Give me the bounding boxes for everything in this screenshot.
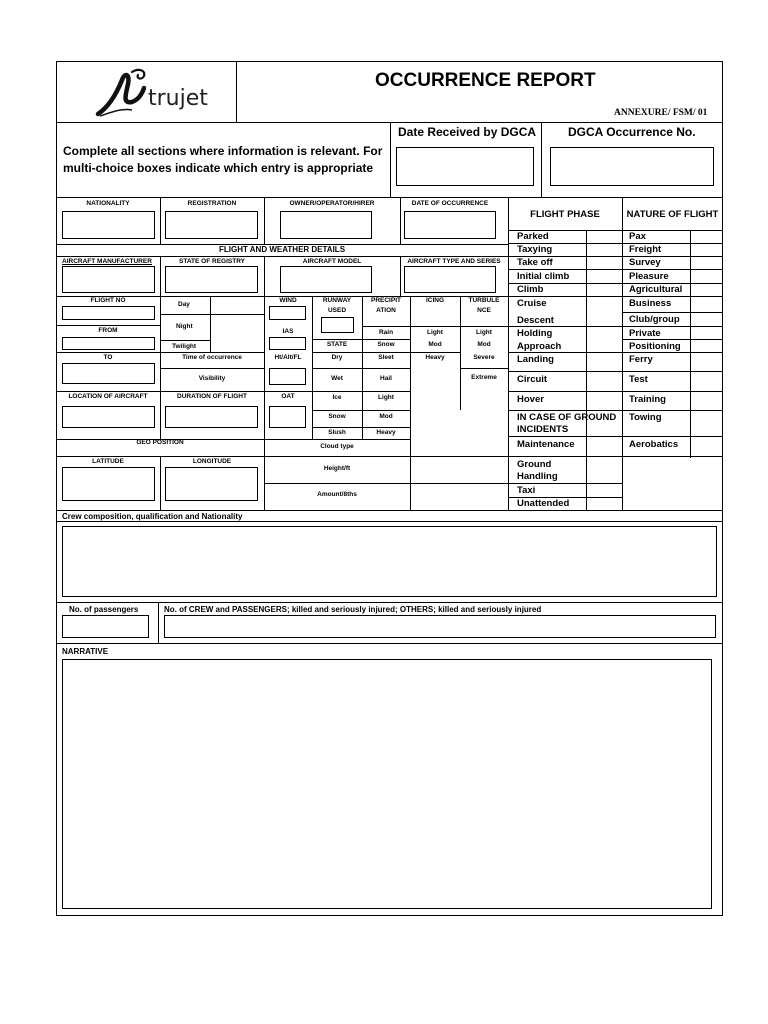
phase-ground[interactable]: Ground — [517, 459, 552, 470]
phase-hover[interactable]: Hover — [517, 394, 544, 405]
nature-freight[interactable]: Freight — [629, 244, 662, 255]
page-title: OCCURRENCE REPORT — [375, 70, 596, 91]
phase-holding[interactable]: Holding — [517, 328, 553, 339]
phase-unattended[interactable]: Unattended — [517, 498, 570, 509]
date-received-label: Date Received by DGCA — [398, 125, 537, 139]
ias-label: IAS — [282, 328, 294, 335]
wind-label: WIND — [279, 297, 297, 304]
from-field[interactable] — [62, 337, 155, 350]
nature-agricultural[interactable]: Agricultural — [629, 284, 683, 295]
wind-field[interactable] — [269, 306, 306, 320]
nature-pax[interactable]: Pax — [629, 231, 646, 242]
aircraft-type-field[interactable] — [404, 266, 496, 293]
aircraft-manufacturer-field[interactable] — [62, 266, 155, 293]
brand-name: trujet — [148, 86, 208, 111]
runway-label-1: RUNWAY — [322, 297, 352, 304]
nature-club-group[interactable]: Club/group — [629, 314, 680, 325]
registration-label: REGISTRATION — [187, 200, 237, 207]
turbulence-extreme[interactable]: Extreme — [471, 374, 497, 381]
location-of-aircraft-label: LOCATION OF AIRCRAFT — [68, 393, 148, 400]
runway-slush[interactable]: Slush — [328, 429, 346, 436]
precip-mod[interactable]: Mod — [379, 413, 393, 420]
state-of-registry-field[interactable] — [165, 266, 258, 293]
precip-hail[interactable]: Hail — [380, 375, 392, 382]
visibility-label: Visibility — [198, 375, 226, 382]
aircraft-manufacturer-label: AIRCRAFT MANUFACTURER — [62, 258, 152, 265]
turbulence-severe[interactable]: Severe — [473, 354, 495, 361]
day-label[interactable]: Day — [178, 301, 190, 308]
precip-light[interactable]: Light — [378, 394, 394, 401]
annexure-label: ANNEXURE/ FSM/ 01 — [614, 108, 708, 118]
phase-taxying[interactable]: Taxying — [517, 244, 553, 255]
phase-cruise[interactable]: Cruise — [517, 298, 547, 309]
icing-mod[interactable]: Mod — [428, 341, 442, 348]
aircraft-model-field[interactable] — [280, 266, 372, 293]
date-received-field[interactable] — [396, 147, 534, 186]
longitude-field[interactable] — [165, 467, 258, 501]
occurrence-no-field[interactable] — [550, 147, 714, 186]
owner-field[interactable] — [280, 211, 372, 239]
nature-training[interactable]: Training — [629, 394, 666, 405]
location-of-aircraft-field[interactable] — [62, 406, 155, 428]
oat-label: OAT — [281, 393, 295, 400]
night-label[interactable]: Night — [176, 323, 193, 330]
phase-take-off[interactable]: Take off — [517, 257, 553, 268]
flight-no-field[interactable] — [62, 306, 155, 320]
flight-phase-header: FLIGHT PHASE — [530, 209, 600, 220]
latitude-field[interactable] — [62, 467, 155, 501]
phase-descent[interactable]: Descent — [517, 315, 554, 326]
geo-position-label: GEO POSITION — [136, 439, 184, 446]
precip-heavy[interactable]: Heavy — [376, 429, 396, 436]
turbulence-mod[interactable]: Mod — [477, 341, 491, 348]
phase-taxi[interactable]: Taxi — [517, 485, 536, 496]
icing-light[interactable]: Light — [427, 329, 443, 336]
precipitation-label-2: ATION — [376, 307, 396, 314]
from-label: FROM — [98, 327, 118, 334]
turbulence-label-2: NCE — [477, 307, 491, 314]
registration-field[interactable] — [165, 211, 258, 239]
runway-ice[interactable]: Ice — [332, 394, 342, 401]
runway-used-field[interactable] — [321, 317, 354, 333]
phase-handling[interactable]: Handling — [517, 471, 558, 482]
nationality-label: NATIONALITY — [86, 200, 130, 207]
longitude-label: LONGITUDE — [192, 458, 232, 465]
no-of-passengers-field[interactable] — [62, 615, 149, 638]
phase-initial-climb[interactable]: Initial climb — [517, 271, 570, 282]
twilight-label[interactable]: Twilight — [172, 343, 197, 350]
runway-dry[interactable]: Dry — [331, 354, 343, 361]
runway-snow[interactable]: Snow — [328, 413, 346, 420]
time-of-occurrence-label: Time of occurrence — [182, 354, 242, 361]
nature-business[interactable]: Business — [629, 298, 672, 309]
icing-label: ICING — [425, 297, 445, 304]
ht-alt-fl-label: Ht/Alt/FL — [274, 354, 302, 361]
nature-pleasure[interactable]: Pleasure — [629, 271, 669, 282]
precip-sleet[interactable]: Sleet — [378, 354, 394, 361]
height-label: Height/ft — [323, 465, 351, 472]
nature-aerobatics[interactable]: Aerobatics — [629, 439, 679, 450]
nature-survey[interactable]: Survey — [629, 257, 661, 268]
duration-of-flight-label: DURATION OF FLIGHT — [177, 393, 247, 400]
icing-heavy[interactable]: Heavy — [425, 354, 445, 361]
to-label: TO — [103, 354, 113, 361]
flight-weather-title: FLIGHT AND WEATHER DETAILS — [218, 245, 346, 254]
instructions-line-1: Complete all sections where information is relevant. For — [63, 144, 383, 158]
date-of-occurrence-field[interactable] — [404, 211, 496, 239]
ht-alt-fl-field[interactable] — [269, 368, 306, 385]
crew-composition-field[interactable] — [62, 526, 717, 597]
nature-towing[interactable]: Towing — [629, 412, 662, 423]
ground-incidents-label-2: INCIDENTS — [517, 424, 569, 435]
crew-composition-label: Crew composition, qualification and Nationality — [62, 512, 243, 521]
precipitation-label-1: PRECIPIT — [371, 297, 401, 304]
occurrence-no-label: DGCA Occurrence No. — [568, 125, 696, 139]
nature-private[interactable]: Private — [629, 328, 661, 339]
instructions-line-2: multi-choice boxes indicate which entry is appropriate — [63, 161, 374, 175]
runway-wet[interactable]: Wet — [331, 375, 343, 382]
nature-positioning[interactable]: Positioning — [629, 341, 681, 352]
phase-circuit[interactable]: Circuit — [517, 374, 548, 385]
phase-landing[interactable]: Landing — [517, 354, 554, 365]
phase-maintenance[interactable]: Maintenance — [517, 439, 575, 450]
precip-rain[interactable]: Rain — [378, 329, 394, 336]
casualties-field[interactable] — [164, 615, 716, 638]
state-label: STATE — [326, 341, 348, 348]
precip-snow[interactable]: Snow — [377, 341, 395, 348]
trujet-logo — [92, 66, 212, 118]
ground-incidents-label-1: IN CASE OF GROUND — [517, 412, 617, 423]
flight-no-label: FLIGHT NO — [90, 297, 126, 304]
latitude-label: LATITUDE — [92, 458, 124, 465]
nationality-field[interactable] — [62, 211, 155, 239]
aircraft-type-label: AIRCRAFT TYPE AND SERIES — [407, 258, 501, 265]
cloud-type-label: Cloud type — [320, 443, 354, 450]
oat-field[interactable] — [269, 406, 306, 428]
ias-field[interactable] — [269, 337, 306, 350]
phase-climb[interactable]: Climb — [517, 284, 544, 295]
no-of-passengers-label: No. of passengers — [69, 605, 139, 614]
runway-label-2: USED — [327, 307, 347, 314]
amount-label: Amount/8ths — [317, 491, 357, 498]
turbulence-label-1: TURBULE — [468, 297, 500, 304]
owner-label: OWNER/OPERATOR/HIRER — [289, 200, 375, 207]
duration-of-flight-field[interactable] — [165, 406, 258, 428]
narrative-label: NARRATIVE — [62, 647, 109, 656]
nature-ferry[interactable]: Ferry — [629, 354, 653, 365]
turbulence-light[interactable]: Light — [476, 329, 492, 336]
casualties-label: No. of CREW and PASSENGERS; killed and seriously injured; OTHERS; killed and seriously injured — [164, 605, 542, 614]
nature-test[interactable]: Test — [629, 374, 648, 385]
to-field[interactable] — [62, 363, 155, 384]
phase-approach[interactable]: Approach — [517, 341, 562, 352]
narrative-field[interactable] — [62, 659, 712, 909]
phase-parked[interactable]: Parked — [517, 231, 549, 242]
state-of-registry-label: STATE OF REGISTRY — [179, 258, 245, 265]
nature-of-flight-header: NATURE OF FLIGHT — [626, 209, 719, 220]
aircraft-model-label: AIRCRAFT MODEL — [302, 258, 362, 265]
date-of-occurrence-label: DATE OF OCCURRENCE — [411, 200, 489, 207]
